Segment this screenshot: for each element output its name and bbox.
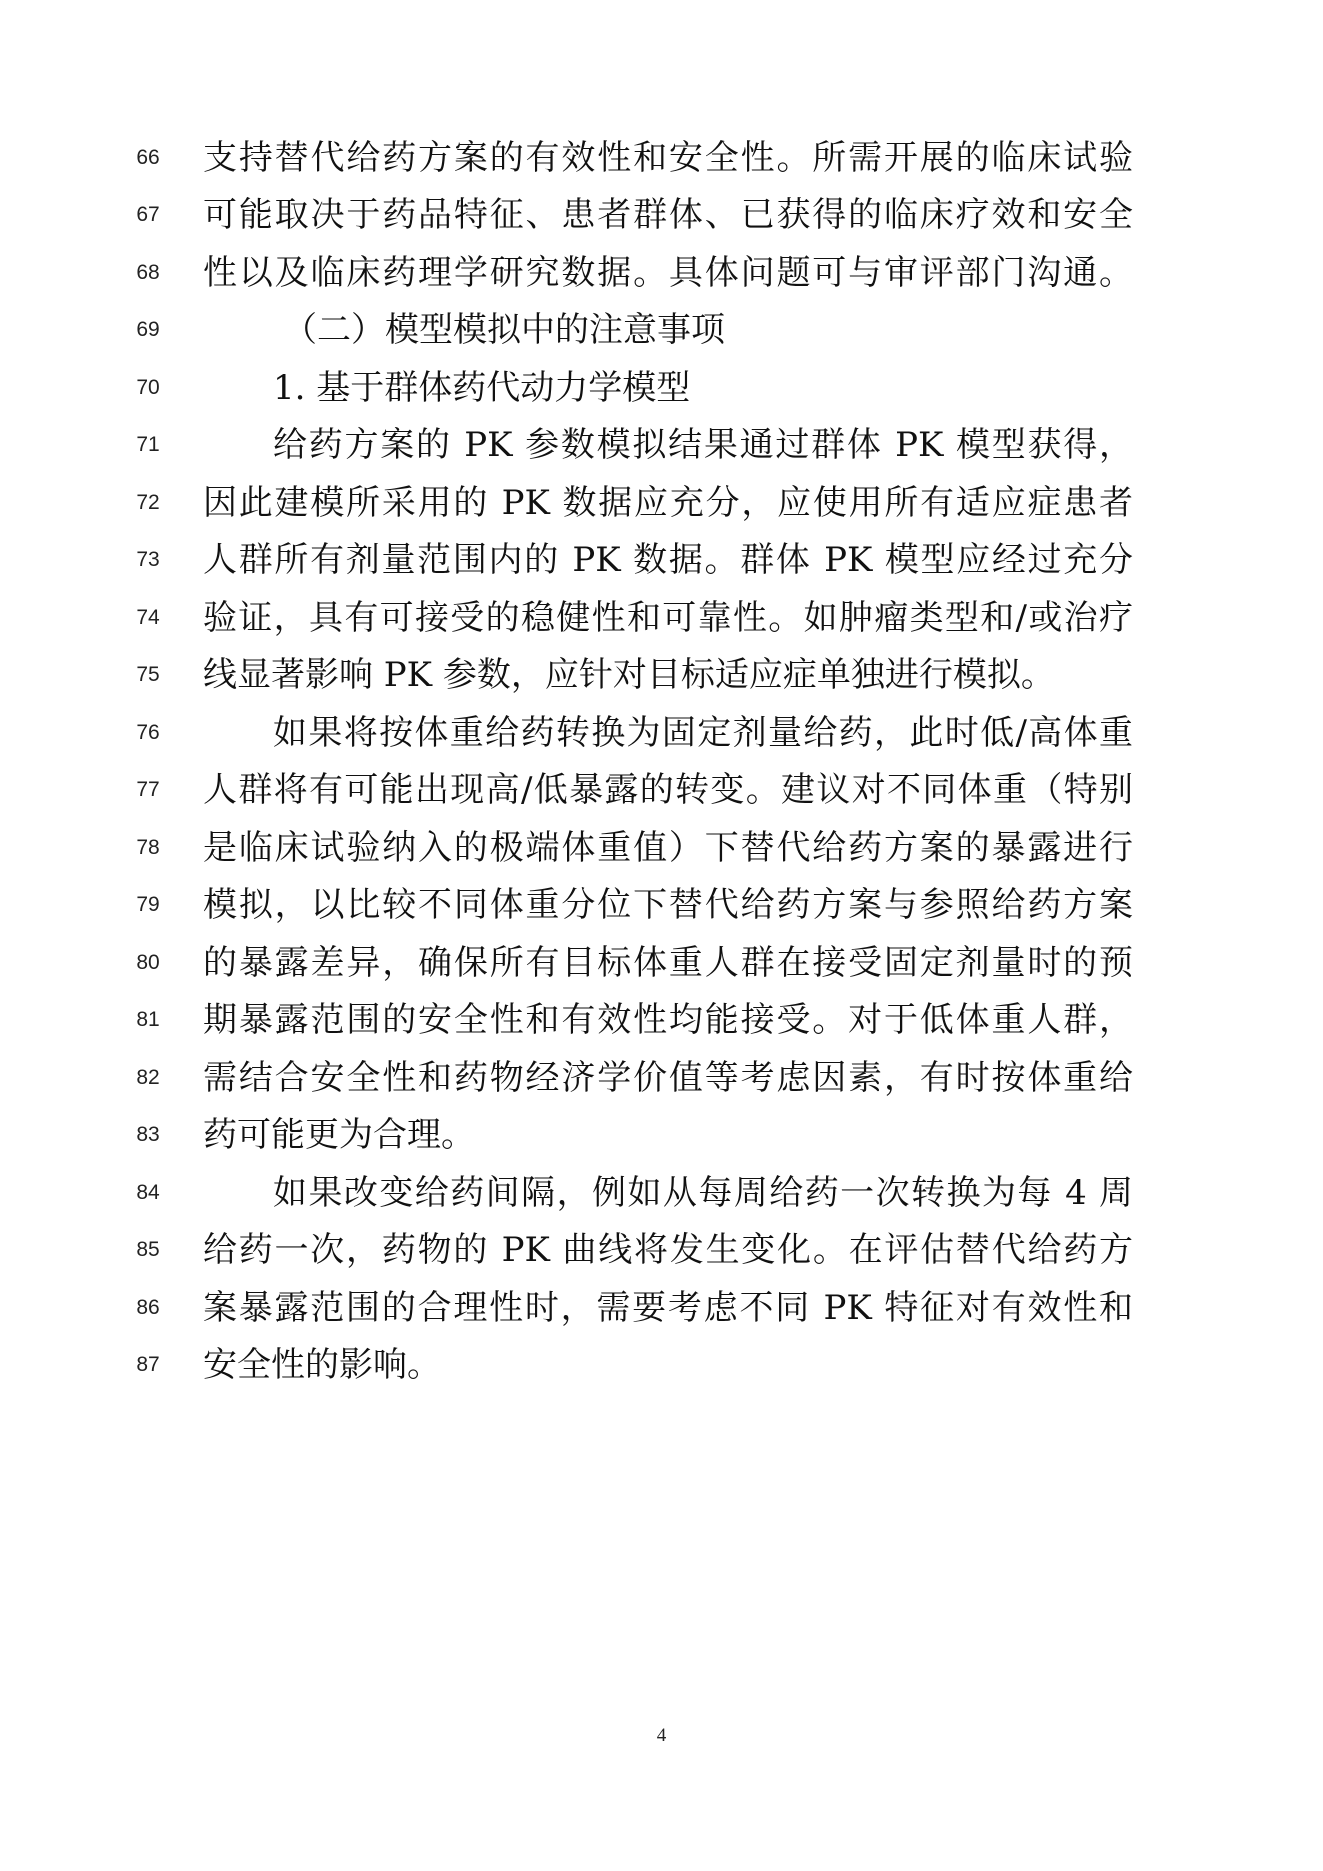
text-line <box>0 1053 1323 1103</box>
line-text: 验证，具有可接受的稳健性和可靠性。如肿瘤类型和/或治疗 <box>203 598 1133 638</box>
line-number: 78 <box>136 836 160 859</box>
text-line <box>0 305 1323 355</box>
line-text: 如果改变给药间隔，例如从每周给药一次转换为每 4 周 <box>273 1173 1133 1213</box>
text-line <box>0 823 1323 873</box>
line-number: 76 <box>136 721 160 744</box>
line-number: 68 <box>136 261 160 284</box>
line-text: 线显著影响 PK 参数，应针对目标适应症单独进行模拟。 <box>203 655 1055 695</box>
line-text: 可能取决于药品特征、患者群体、已获得的临床疗效和安全 <box>203 195 1133 235</box>
text-line <box>0 708 1323 758</box>
text-line <box>0 1168 1323 1218</box>
line-number: 69 <box>136 318 160 341</box>
line-text: 给药一次，药物的 PK 曲线将发生变化。在评估替代给药方 <box>203 1230 1133 1270</box>
line-number: 83 <box>136 1123 160 1146</box>
section-heading: （二）模型模拟中的注意事项 <box>283 310 725 350</box>
text-line <box>0 190 1323 240</box>
text-line <box>0 363 1323 413</box>
line-number: 72 <box>136 491 160 514</box>
text-line <box>0 880 1323 930</box>
text-line <box>0 535 1323 585</box>
text-line <box>0 478 1323 528</box>
text-line <box>0 593 1323 643</box>
line-text: 是临床试验纳入的极端体重值）下替代给药方案的暴露进行 <box>203 828 1133 868</box>
line-text: 给药方案的 PK 参数模拟结果通过群体 PK 模型获得， <box>273 425 1133 465</box>
line-text: 期暴露范围的安全性和有效性均能接受。对于低体重人群， <box>203 1000 1133 1040</box>
line-text: 因此建模所采用的 PK 数据应充分，应使用所有适应症患者 <box>203 483 1133 523</box>
line-text: 人群将有可能出现高/低暴露的转变。建议对不同体重（特别 <box>203 770 1133 810</box>
line-text: 支持替代给药方案的有效性和安全性。所需开展的临床试验 <box>203 138 1133 178</box>
subsection-heading: 1. 基于群体药代动力学模型 <box>273 368 691 408</box>
line-number: 70 <box>136 376 160 399</box>
line-number: 77 <box>136 778 160 801</box>
line-number: 71 <box>136 433 160 456</box>
line-text: 需结合安全性和药物经济学价值等考虑因素，有时按体重给 <box>203 1058 1133 1098</box>
line-number: 81 <box>136 1008 160 1031</box>
text-line <box>0 765 1323 815</box>
line-text: 人群所有剂量范围内的 PK 数据。群体 PK 模型应经过充分 <box>203 540 1133 580</box>
line-number: 79 <box>136 893 160 916</box>
line-text: 案暴露范围的合理性时，需要考虑不同 PK 特征对有效性和 <box>203 1288 1133 1328</box>
text-line <box>0 420 1323 470</box>
text-line <box>0 133 1323 183</box>
line-number: 82 <box>136 1066 160 1089</box>
text-line <box>0 1110 1323 1160</box>
line-number: 87 <box>136 1353 160 1376</box>
text-line <box>0 995 1323 1045</box>
text-line <box>0 248 1323 298</box>
line-number: 73 <box>136 548 160 571</box>
line-number: 80 <box>136 951 160 974</box>
line-number: 66 <box>136 146 160 169</box>
line-text: 模拟，以比较不同体重分位下替代给药方案与参照给药方案 <box>203 885 1133 925</box>
text-line <box>0 650 1323 700</box>
line-text: 药可能更为合理。 <box>203 1115 475 1155</box>
line-number: 85 <box>136 1238 160 1261</box>
text-line <box>0 1340 1323 1390</box>
line-number: 84 <box>136 1181 160 1204</box>
text-line <box>0 1225 1323 1275</box>
line-number: 74 <box>136 606 160 629</box>
line-number: 67 <box>136 203 160 226</box>
page-number: 4 <box>656 1725 667 1746</box>
line-text: 性以及临床药理学研究数据。具体问题可与审评部门沟通。 <box>203 253 1133 293</box>
line-number: 86 <box>136 1296 160 1319</box>
text-line <box>0 938 1323 988</box>
text-line <box>0 1283 1323 1333</box>
line-text: 安全性的影响。 <box>203 1345 441 1385</box>
line-text: 的暴露差异，确保所有目标体重人群在接受固定剂量时的预 <box>203 943 1133 983</box>
line-text: 如果将按体重给药转换为固定剂量给药，此时低/高体重 <box>273 713 1133 753</box>
line-number: 75 <box>136 663 160 686</box>
